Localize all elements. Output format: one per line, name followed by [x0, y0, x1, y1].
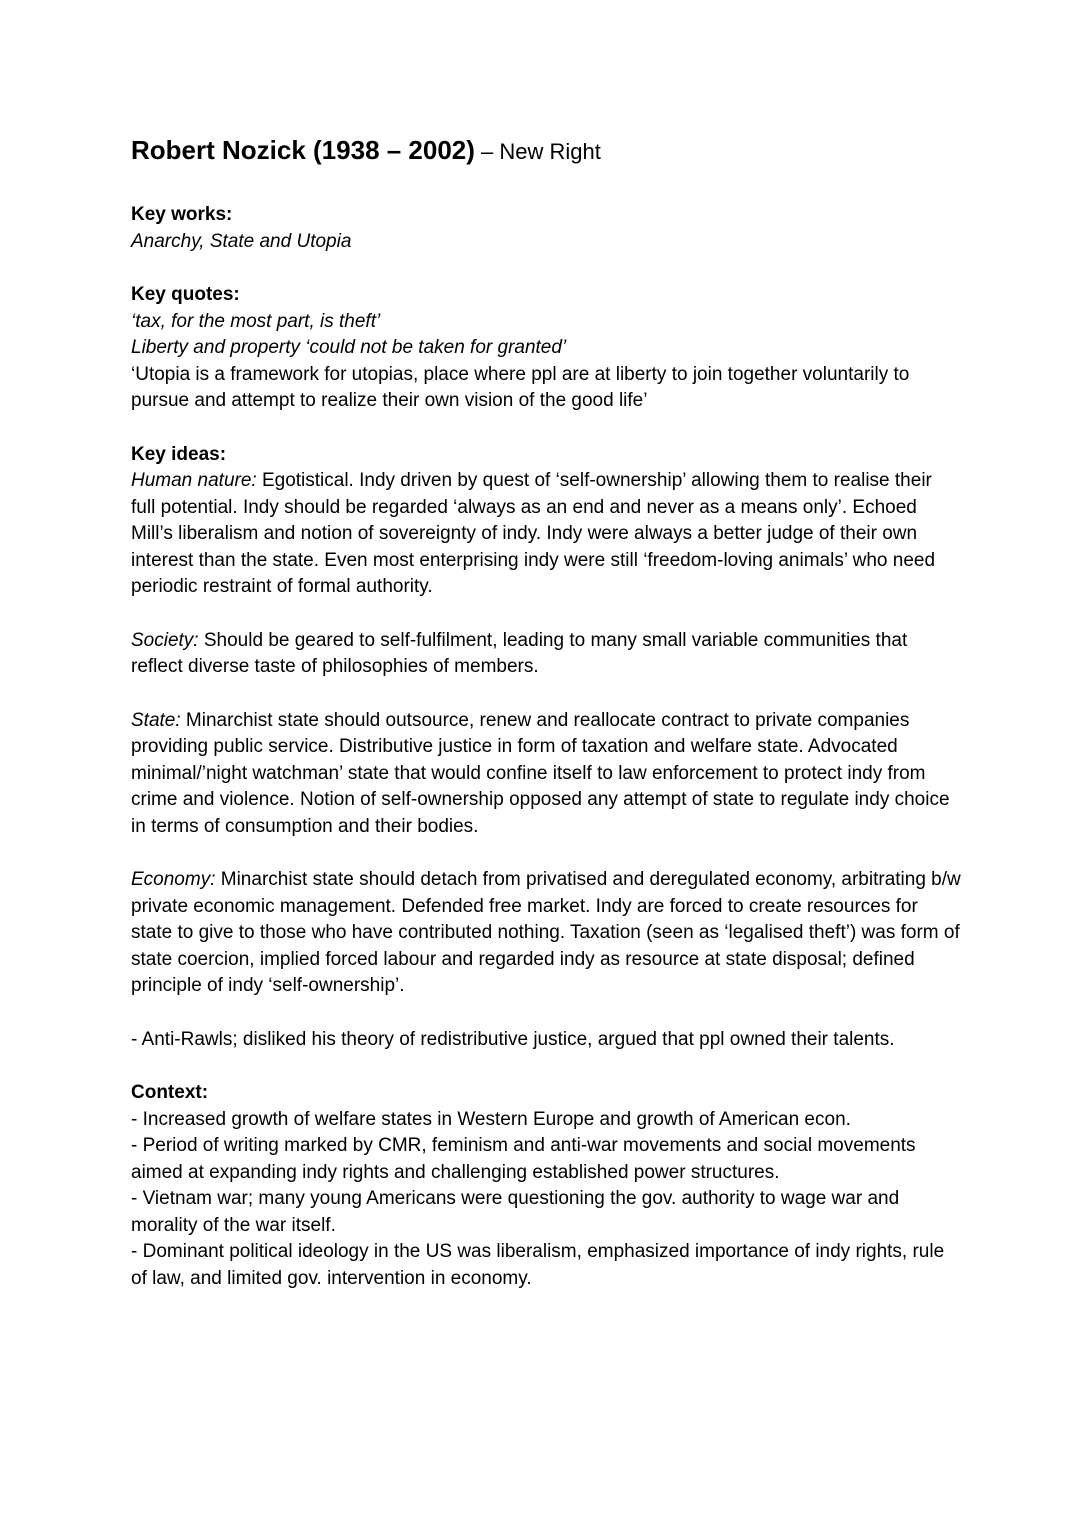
society-text: Should be geared to self-fulfilment, leading to many small variable communities that reflect diverse taste of philosophies of members. — [131, 629, 908, 677]
quote-tax-theft: ‘tax, for the most part, is theft’ — [131, 310, 381, 332]
idea-human-nature — [131, 468, 961, 601]
context-section — [131, 1080, 961, 1292]
context-item: - Dominant political ideology in the US was liberalism, emphasized importance of indy rights, rule of law, and limited gov. intervention in economy. — [131, 1241, 945, 1289]
title-subtitle: – New Right — [474, 139, 601, 164]
idea-state — [131, 708, 961, 841]
context-item: - Period of writing marked by CMR, feminism and anti-war movements and social movements aimed at expanding indy rights and challenging established power structures. — [131, 1135, 916, 1183]
document-page — [131, 131, 961, 1319]
economy-label: Economy: — [131, 869, 216, 890]
key-ideas-section — [131, 442, 961, 1054]
title-main: Robert Nozick (1938 – 2002) — [131, 135, 475, 165]
key-work-item: Anarchy, State and Utopia — [131, 230, 352, 252]
human-nature-text: Egotistical. Indy driven by quest of ‘self-ownership’ allowing them to realise their full potential. Indy should be regarded ‘always as an end and never as a means only’. Echoed Mill’s liberalism and notion of sovereignty of indy. Indy were always a better judge of their own interest than the state. Even most enterprising indy were still ‘freedom-loving animals’ who need periodic restraint of formal authority. — [131, 470, 936, 597]
quote-utopia: ‘Utopia is a framework for utopias, place where ppl are at liberty to join together voluntarily to pursue and attempt to realize their own vision of the good life’ — [131, 363, 910, 411]
idea-society — [131, 628, 961, 681]
economy-text: Minarchist state should detach from privatised and deregulated economy, arbitrating b/w private economic management. Defended free market. Indy are forced to create resources for state to give to those who have contributed nothing. Taxation (seen as ‘legalised theft’) was form of state coercion, implied forced labour and regarded indy as resource at state disposal; defined principle of indy ‘self-ownership’. — [131, 869, 961, 996]
society-label: Society: — [131, 629, 199, 651]
key-quotes-section — [131, 282, 961, 415]
context-item: - Vietnam war; many young Americans were questioning the gov. authority to wage war and morality of the war itself. — [131, 1188, 900, 1236]
idea-anti-rawls: - Anti-Rawls; disliked his theory of redistributive justice, argued that ppl owned their talents. — [131, 1028, 895, 1050]
human-nature-label: Human nature: — [131, 470, 257, 491]
context-item: - Increased growth of welfare states in Western Europe and growth of American econ. — [131, 1108, 851, 1130]
context-heading: Context: — [131, 1082, 209, 1103]
state-text: Minarchist state should outsource, renew and reallocate contract to private companies providing public service. Distributive justice in form of taxation and welfare state. Advocated minimal/’night watchman’ state that would confine itself to law enforcement to protect indy from crime and violence. Notion of self-ownership opposed any attempt of state to regulate indy choice in terms of consumption and their bodies. — [131, 709, 950, 837]
key-quotes-heading: Key quotes: — [131, 284, 240, 305]
state-label: State: — [131, 709, 181, 731]
key-works-section — [131, 202, 961, 255]
page-title — [131, 131, 961, 171]
idea-economy — [131, 867, 961, 1000]
key-works-heading: Key works: — [131, 204, 233, 225]
key-ideas-heading: Key ideas: — [131, 443, 227, 465]
quote-liberty-property: Liberty and property ‘could not be taken for granted’ — [131, 337, 567, 358]
